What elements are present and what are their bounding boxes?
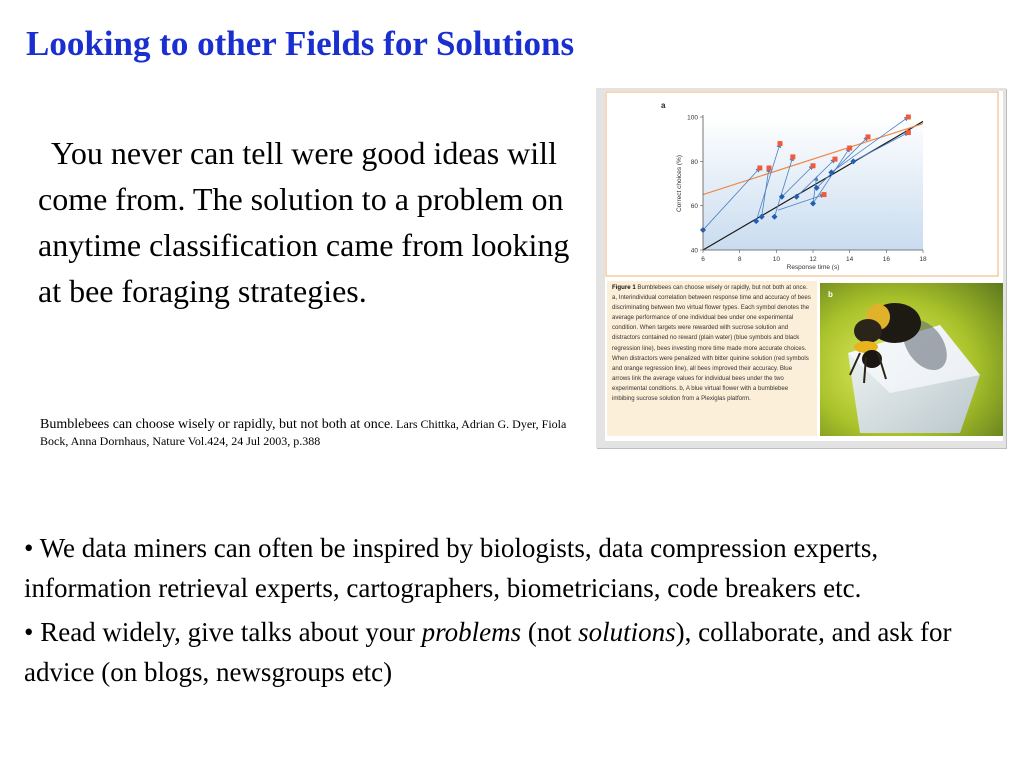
- slide-title: Looking to other Fields for Solutions: [26, 24, 575, 63]
- panel-a-label: a: [661, 101, 666, 110]
- data-point: [757, 165, 762, 170]
- emphasis-solutions: solutions: [578, 617, 676, 647]
- citation: [40, 416, 570, 450]
- figure-image: [596, 88, 1006, 448]
- x-tick-label: 14: [846, 256, 854, 263]
- bullet-item: [24, 528, 1004, 608]
- scatter-chart: [605, 91, 1003, 281]
- y-tick-label: 80: [690, 158, 698, 166]
- data-point: [767, 165, 772, 170]
- caption-text: Bumblebees can choose wisely or rapidly, but not both at once. a, Interindividual correlation between response time and accuracy of bees discriminating between two virtual flower types. Each symbol denotes the average performance of one individual bee under one experimental condition. When targets were rewarded with sucrose solution and distractors contained no reward (plain water) (blue symbols and black regression line), bees investing more time made more accurate choices. When distractors were penalized with bitter quinine solution (red symbols and orange regression line), all bees improved their accuracy. Blue arrows link the average values for individual bees under the two experimental conditions. b, A blue virtual flower with a bumblebee imbibing sucrose solution from a Plexiglas platform.: [612, 284, 811, 403]
- data-point: [778, 141, 783, 146]
- bee-photo: [820, 283, 1003, 436]
- citation-details: . Lars Chittka, Adrian G. Dyer, Fiola Bock, Anna Dornhaus, Nature Vol.424, 24 Jul 2003, p.388: [40, 417, 567, 448]
- data-point: [833, 157, 838, 162]
- x-tick-label: 12: [809, 256, 817, 263]
- x-tick-label: 18: [919, 256, 927, 263]
- bullet-list: [24, 528, 1004, 696]
- x-tick-label: 6: [701, 256, 705, 263]
- y-tick-label: 100: [687, 114, 698, 122]
- emphasis-problems: problems: [421, 617, 522, 647]
- caption-label: Figure 1: [612, 284, 636, 291]
- panel-b-label: b: [828, 290, 833, 299]
- y-tick-label: 60: [690, 203, 698, 211]
- x-tick-label: 8: [737, 256, 742, 263]
- data-point: [906, 130, 911, 135]
- bullet-text: (not: [521, 617, 579, 647]
- data-point: [847, 146, 852, 151]
- x-axis-label: Response time (s): [786, 264, 840, 271]
- bullet-item: [24, 612, 1004, 692]
- citation-title: Bumblebees can choose wisely or rapidly, but not both at once: [40, 417, 391, 432]
- y-axis-label: Correct choices (%): [676, 154, 683, 213]
- data-point: [822, 192, 827, 197]
- figure-inner: [605, 91, 1003, 441]
- data-point: [790, 154, 795, 159]
- bullet-text: ), collaborate, and ask for advice (on blogs, newsgroups etc): [24, 617, 952, 687]
- figure-caption: [607, 281, 817, 436]
- data-point: [866, 134, 871, 139]
- data-point: [906, 115, 911, 120]
- y-tick-label: 40: [690, 247, 698, 255]
- data-point: [811, 163, 816, 168]
- intro-paragraph: [38, 130, 576, 314]
- x-tick-label: 10: [772, 256, 780, 263]
- intro-text: You never can tell were good ideas will come from. The solution to a problem on anytime classification came from looking at bee foraging strategies.: [38, 135, 570, 309]
- x-tick-label: 16: [882, 256, 890, 263]
- bee-thorax: [854, 319, 882, 343]
- bullet-text: • Read widely, give talks about your: [24, 617, 422, 647]
- bullet-text: • We data miners can often be inspired by biologists, data compression experts, information retrieval experts, cartographers, biometricians, code breakers etc.: [24, 533, 879, 603]
